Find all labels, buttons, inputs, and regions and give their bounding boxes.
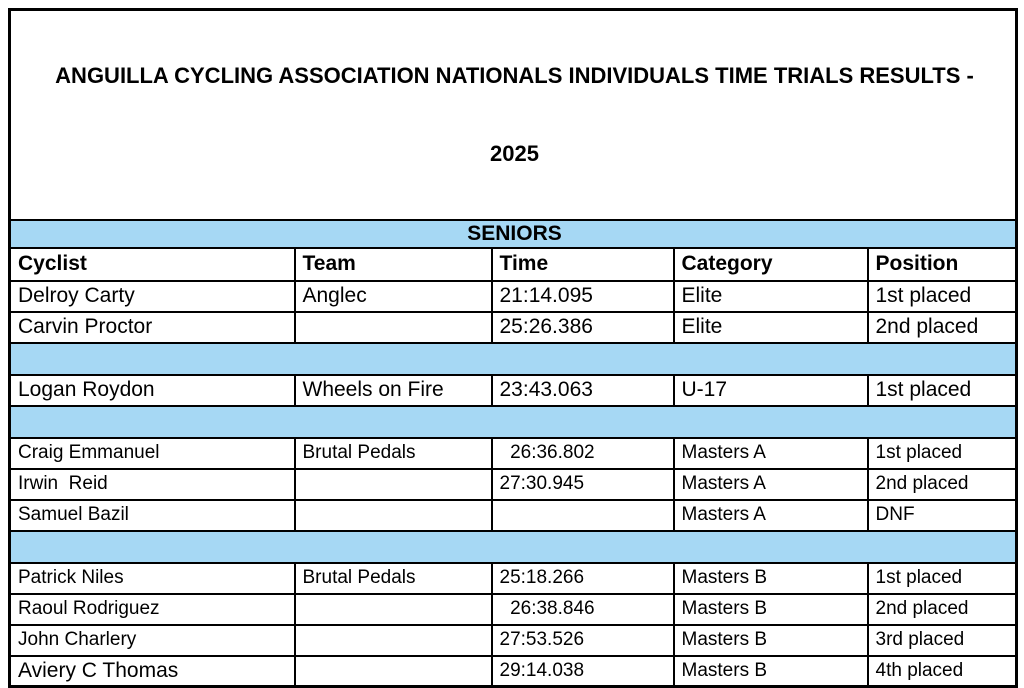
separator-cell (10, 531, 1017, 563)
cell-time (492, 500, 674, 531)
table-row (10, 594, 1017, 625)
column-header-row (10, 248, 1017, 281)
cell-position: 1st placed (868, 375, 1017, 406)
cell-position: 1st placed (868, 281, 1017, 312)
cell-cyclist: Raoul Rodriguez (10, 594, 295, 625)
cell-time: 23:43.063 (492, 375, 674, 406)
cell-time: 25:18.266 (492, 563, 674, 594)
cell-category: Elite (674, 312, 868, 343)
table-row (10, 438, 1017, 469)
cell-time: 21:14.095 (492, 281, 674, 312)
cell-cyclist: Samuel Bazil (10, 500, 295, 531)
cell-time: 26:36.802 (492, 438, 674, 469)
table-row (10, 281, 1017, 312)
column-header-time: Time (492, 248, 674, 281)
separator-cell (10, 343, 1017, 375)
cell-cyclist: Irwin Reid (10, 469, 295, 500)
cell-cyclist: John Charlery (10, 625, 295, 656)
cell-team (295, 500, 492, 531)
section-row (10, 220, 1017, 248)
cell-time: 26:38.846 (492, 594, 674, 625)
separator-cell (10, 406, 1017, 438)
section-header: SENIORS (10, 220, 1017, 248)
table-row (10, 375, 1017, 406)
cell-category: U-17 (674, 375, 868, 406)
cell-team (295, 656, 492, 687)
column-header-position: Position (868, 248, 1017, 281)
cell-team: Brutal Pedals (295, 438, 492, 469)
cell-time: 25:26.386 (492, 312, 674, 343)
cell-cyclist: Patrick Niles (10, 563, 295, 594)
cell-cyclist: Logan Roydon (10, 375, 295, 406)
cell-category: Masters B (674, 563, 868, 594)
cell-position: 2nd placed (868, 469, 1017, 500)
results-table (8, 8, 1018, 688)
cell-cyclist: Carvin Proctor (10, 312, 295, 343)
cell-category: Masters A (674, 438, 868, 469)
cell-cyclist: Aviery C Thomas (10, 656, 295, 687)
separator-row (10, 406, 1017, 438)
cell-position: 4th placed (868, 656, 1017, 687)
cell-team (295, 625, 492, 656)
cell-time: 29:14.038 (492, 656, 674, 687)
title-row (10, 10, 1017, 220)
column-header-category: Category (674, 248, 868, 281)
cell-position: 3rd placed (868, 625, 1017, 656)
table-row (10, 656, 1017, 687)
cell-category: Masters B (674, 656, 868, 687)
column-header-team: Team (295, 248, 492, 281)
table-row (10, 469, 1017, 500)
cell-category: Masters A (674, 500, 868, 531)
cell-position: 2nd placed (868, 312, 1017, 343)
cell-team: Anglec (295, 281, 492, 312)
cell-category: Masters B (674, 625, 868, 656)
cell-position: DNF (868, 500, 1017, 531)
cell-team (295, 312, 492, 343)
cell-position: 2nd placed (868, 594, 1017, 625)
cell-category: Elite (674, 281, 868, 312)
cell-position: 1st placed (868, 438, 1017, 469)
page-title-line2: 2025 (490, 140, 539, 166)
cell-category: Masters A (674, 469, 868, 500)
column-header-cyclist: Cyclist (10, 248, 295, 281)
table-row (10, 563, 1017, 594)
cell-team (295, 469, 492, 500)
separator-row (10, 531, 1017, 563)
cell-team: Wheels on Fire (295, 375, 492, 406)
cell-cyclist: Delroy Carty (10, 281, 295, 312)
cell-cyclist: Craig Emmanuel (10, 438, 295, 469)
table-row (10, 312, 1017, 343)
cell-team (295, 594, 492, 625)
page-title (10, 10, 1017, 220)
table-row (10, 500, 1017, 531)
cell-time: 27:30.945 (492, 469, 674, 500)
cell-category: Masters B (674, 594, 868, 625)
cell-time: 27:53.526 (492, 625, 674, 656)
table-row (10, 625, 1017, 656)
separator-row (10, 343, 1017, 375)
cell-team: Brutal Pedals (295, 563, 492, 594)
page-title-line1: ANGUILLA CYCLING ASSOCIATION NATIONALS INDIVIDUALS TIME TRIALS RESULTS - (55, 62, 974, 88)
cell-position: 1st placed (868, 563, 1017, 594)
